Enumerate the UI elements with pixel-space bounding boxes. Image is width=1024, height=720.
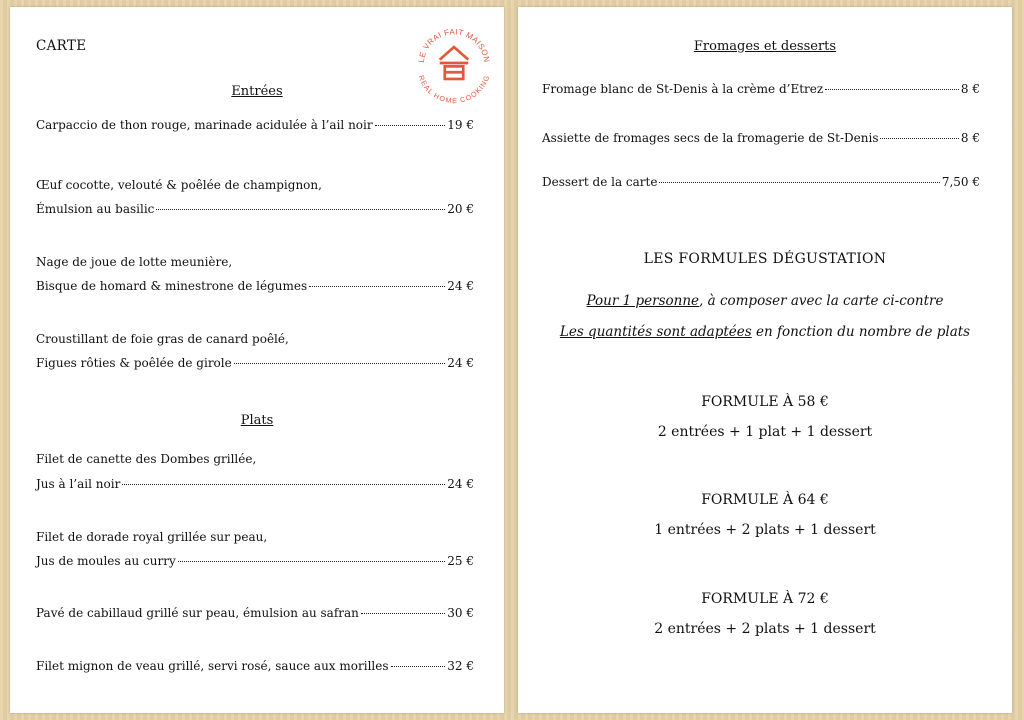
menu-item-entree-2-line-1: Œuf cocotte, velouté & poêlée de champignon,	[36, 178, 322, 192]
item-name: Dessert de la carte	[542, 175, 658, 189]
menu-item-entree-1	[36, 118, 474, 136]
dot-leader	[361, 613, 445, 614]
item-price: 32 €	[447, 659, 474, 673]
formule-64-desc: 1 entrées + 2 plats + 1 dessert	[654, 522, 876, 538]
item-price: 25 €	[447, 554, 474, 568]
item-price: 24 €	[447, 279, 474, 293]
dot-leader	[880, 138, 958, 139]
note-2-underlined: Les quantités sont adaptées	[559, 324, 752, 340]
section-title-fromages: Fromages et desserts	[693, 39, 837, 54]
item-name: Jus à l’ail noir	[36, 477, 121, 491]
dot-leader	[156, 209, 445, 210]
dot-leader	[375, 125, 446, 126]
menu-page-right	[518, 7, 1012, 713]
house-pot-icon	[440, 47, 469, 79]
dot-leader	[391, 666, 446, 667]
formule-58-title: FORMULE À 58 €	[701, 394, 829, 410]
menu-item-entree-4	[36, 356, 474, 374]
menu-item-fromage-2	[542, 131, 980, 149]
item-name: Émulsion au basilic	[36, 202, 155, 216]
menu-item-entree-3	[36, 279, 474, 297]
item-price: 7,50 €	[941, 175, 980, 189]
logo-bottom-text: REAL HOME COOKING	[416, 74, 492, 105]
logo-top-text: LE VRAI FAIT MAISON	[416, 27, 492, 64]
dot-leader	[659, 182, 939, 183]
menu-page-left	[10, 7, 504, 713]
item-price: 8 €	[960, 131, 980, 145]
item-name: Jus de moules au curry	[36, 554, 176, 568]
item-name: Pavé de cabillaud grillé sur peau, émulsion au safran	[36, 606, 359, 620]
item-price: 20 €	[447, 202, 474, 216]
formules-note-1	[518, 293, 1012, 309]
section-title-entrees: Entrées	[231, 84, 283, 99]
item-price: 19 €	[447, 118, 474, 132]
menu-item-entree-2	[36, 202, 474, 220]
item-price: 30 €	[447, 606, 474, 620]
item-name: Filet mignon de veau grillé, servi rosé, sauce aux morilles	[36, 659, 389, 673]
formule-72-title: FORMULE À 72 €	[701, 591, 829, 607]
note-2-rest: en fonction du nombre de plats	[751, 324, 971, 340]
menu-item-plat-2-line-1: Filet de dorade royal grillée sur peau,	[36, 530, 268, 544]
item-name: Bisque de homard & minestrone de légumes	[36, 279, 308, 293]
menu-item-entree-3-line-1: Nage de joue de lotte meunière,	[36, 255, 233, 269]
menu-item-plat-4	[36, 659, 474, 677]
item-name: Assiette de fromages secs de la fromagerie de St-Denis	[542, 131, 879, 145]
formules-note-2	[518, 324, 1012, 340]
item-name: Carpaccio de thon rouge, marinade acidulée à l’ail noir	[36, 118, 373, 132]
menu-item-plat-1-line-1: Filet de canette des Dombes grillée,	[36, 452, 257, 466]
item-price: 24 €	[447, 356, 474, 370]
formules-title: LES FORMULES DÉGUSTATION	[643, 251, 887, 267]
menu-item-plat-2	[36, 554, 474, 572]
formule-72-desc: 2 entrées + 2 plats + 1 dessert	[654, 621, 876, 637]
formule-58-desc: 2 entrées + 1 plat + 1 dessert	[657, 424, 873, 440]
dot-leader	[122, 484, 445, 485]
item-name: Figues rôties & poêlée de girole	[36, 356, 232, 370]
dot-leader	[309, 286, 445, 287]
item-price: 8 €	[960, 82, 980, 96]
item-price: 24 €	[447, 477, 474, 491]
formule-64-title: FORMULE À 64 €	[701, 492, 829, 508]
menu-item-dessert	[542, 175, 980, 193]
note-1-underlined: Pour 1 personne	[586, 293, 700, 309]
dot-leader	[178, 561, 446, 562]
carte-title: CARTE	[36, 38, 87, 54]
menu-item-fromage-1	[542, 82, 980, 100]
dot-leader	[825, 89, 959, 90]
menu-item-entree-4-line-1: Croustillant de foie gras de canard poêlé,	[36, 332, 289, 346]
note-1-rest: , à composer avec la carte ci-contre	[699, 293, 944, 309]
menu-item-plat-3	[36, 606, 474, 624]
section-title-plats: Plats	[240, 413, 274, 428]
item-name: Fromage blanc de St-Denis à la crème d’Etrez	[542, 82, 824, 96]
menu-item-plat-1	[36, 477, 474, 495]
dot-leader	[234, 363, 446, 364]
